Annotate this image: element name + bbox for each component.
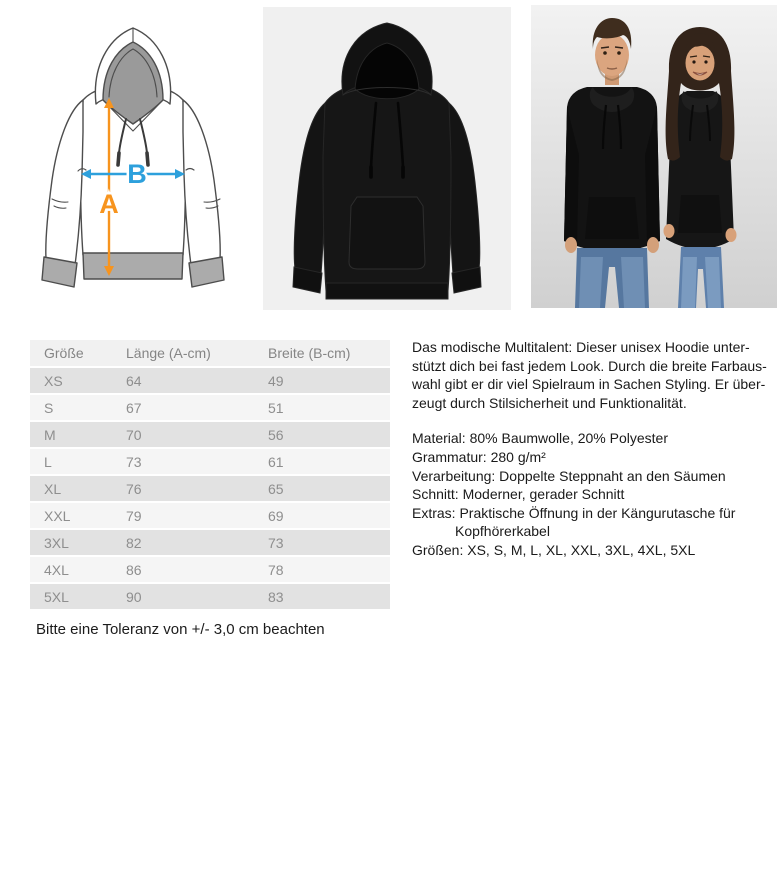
header-size: Größe: [30, 340, 126, 368]
black-hoodie-icon: [263, 7, 511, 310]
description-line: stützt dich bei fast jedem Look. Durch die breite Farbaus-: [412, 357, 767, 374]
header-width: Breite (B-cm): [268, 340, 390, 368]
table-row: [30, 422, 390, 449]
width-label-b: B: [127, 159, 147, 189]
cell-length: 86: [126, 557, 268, 584]
cell-size: XL: [30, 476, 126, 503]
description-line: zeugt durch Stilsicherheit und Funktionalität.: [412, 394, 687, 411]
header-length: Länge (A-cm): [126, 340, 268, 368]
table-row: [30, 584, 390, 611]
spec-extras: Extras: Praktische Öffnung in der Kängurutasche für: [412, 504, 736, 521]
cell-size: S: [30, 395, 126, 422]
table-row: [30, 557, 390, 584]
cell-size: XS: [30, 368, 126, 395]
cell-width: 61: [268, 449, 390, 476]
tolerance-note: Bitte eine Toleranz von +/- 3,0 cm beachten: [36, 621, 325, 638]
length-label-a: A: [99, 189, 119, 219]
cell-size: 3XL: [30, 530, 126, 557]
description-line: Das modische Multitalent: Dieser unisex Hoodie unter-: [412, 339, 750, 355]
cell-size: 5XL: [30, 584, 126, 611]
cell-width: 83: [268, 584, 390, 611]
cell-width: 51: [268, 395, 390, 422]
cell-width: 69: [268, 503, 390, 530]
cell-length: 79: [126, 503, 268, 530]
size-diagram-image: [30, 12, 242, 310]
size-table-header-row: [30, 340, 390, 368]
cell-length: 82: [126, 530, 268, 557]
spec-material: Material: 80% Baumwolle, 20% Polyester: [412, 430, 669, 447]
spec-schnitt: Schnitt: Moderner, gerader Schnitt: [412, 486, 625, 503]
spec-groessen: Größen: XS, S, M, L, XL, XXL, 3XL, 4XL, 5XL: [412, 541, 696, 558]
cell-width: 56: [268, 422, 390, 449]
cell-size: 4XL: [30, 557, 126, 584]
table-row: [30, 449, 390, 476]
cell-width: 78: [268, 557, 390, 584]
description-line: wahl gibt er dir viel Spielraum in Sachen Styling. Er über-: [412, 376, 766, 393]
models-wearing-hoodies-icon: [531, 5, 777, 308]
product-description: [412, 338, 772, 560]
spec-verarbeitung: Verarbeitung: Doppelte Steppnaht an den Säumen: [412, 467, 726, 484]
spec-extras-continued: Kopfhörerkabel: [455, 523, 550, 540]
cell-width: 73: [268, 530, 390, 557]
table-row: [30, 395, 390, 422]
cell-length: 90: [126, 584, 268, 611]
cell-size: M: [30, 422, 126, 449]
cell-length: 70: [126, 422, 268, 449]
spec-grammatur: Grammatur: 280 g/m²: [412, 448, 546, 465]
cell-width: 49: [268, 368, 390, 395]
cell-length: 76: [126, 476, 268, 503]
cell-size: L: [30, 449, 126, 476]
cell-width: 65: [268, 476, 390, 503]
size-table: [30, 340, 390, 611]
description-intro: [412, 338, 772, 412]
cell-size: XXL: [30, 503, 126, 530]
models-photo: [531, 5, 777, 308]
cell-length: 64: [126, 368, 268, 395]
table-row: [30, 530, 390, 557]
table-row: [30, 368, 390, 395]
hoodie-measurement-sketch-icon: [30, 12, 242, 310]
cell-length: 73: [126, 449, 268, 476]
cell-length: 67: [126, 395, 268, 422]
product-photo-hoodie: [263, 7, 511, 310]
table-row: [30, 476, 390, 503]
table-row: [30, 503, 390, 530]
description-specs: [412, 429, 772, 559]
